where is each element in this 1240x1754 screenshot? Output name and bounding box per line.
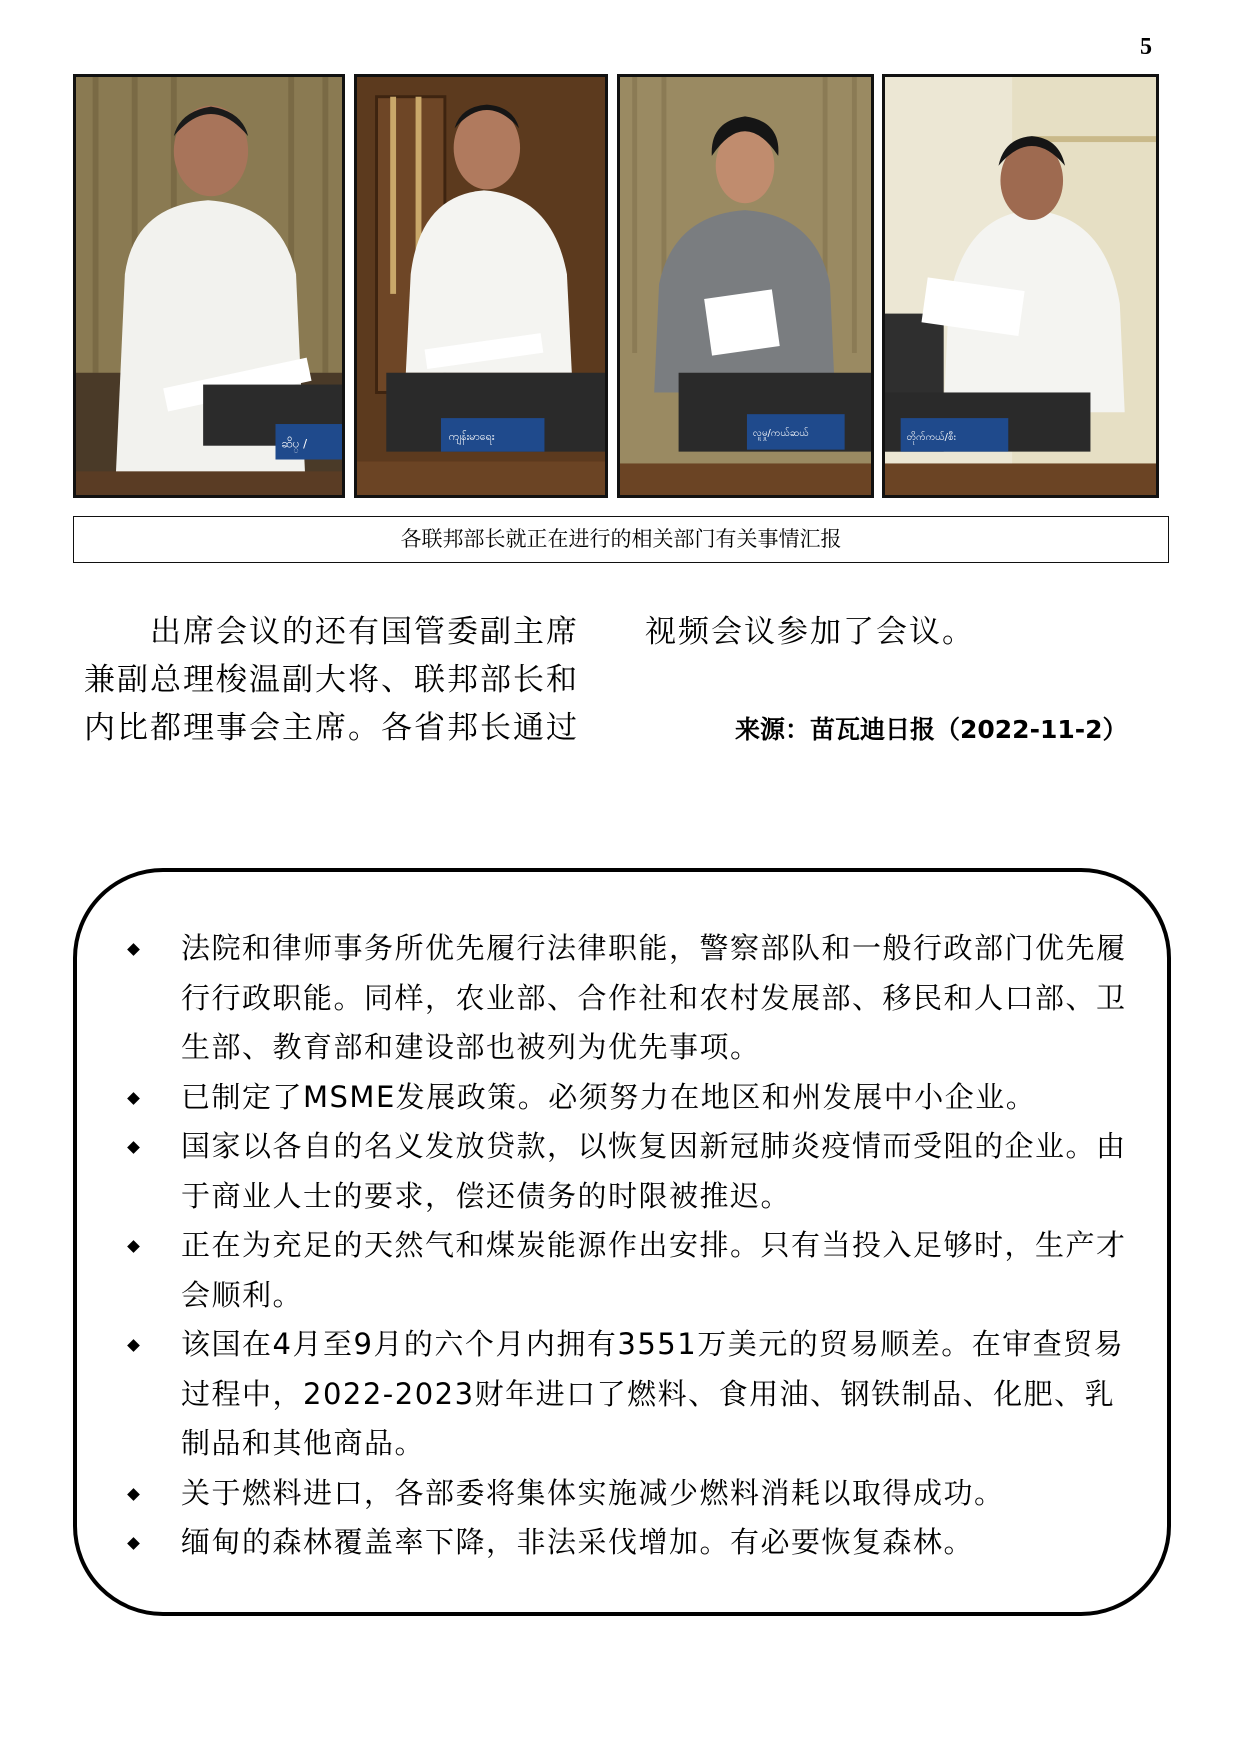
article-line: 内比都理事会主席。各省邦长通过 [84,710,579,746]
bullet-diamond-icon [127,1537,140,1550]
photo-minister-3 [617,74,874,498]
bullet-diamond-icon [127,943,140,956]
photo-minister-4 [882,74,1159,498]
bullet-diamond-icon [127,1141,140,1154]
page-number: 5 [1140,34,1152,60]
article-left-column [84,608,614,752]
article-source: 来源：苗瓦迪日报（2022-11-2） [735,715,1128,744]
article-line: 视频会议参加了会议。 [645,614,975,650]
nameplate-4: တိုက်ကယ်/စီး [906,431,956,443]
bullet-diamond-icon [127,1092,140,1105]
article-line: 出席会议的还有国管委副主席 [84,614,579,650]
photo-minister-1 [73,74,345,498]
nameplate-2: ကျန်းမာရေး [448,429,495,443]
nameplate-1: ဆိပ္ / [281,436,308,451]
nameplate-3: လူမှု/ကယ်ဆယ် [752,427,809,439]
photo-minister-2 [354,74,608,498]
bullet-diamond-icon [127,1339,140,1352]
summary-item: 正在为充足的天然气和煤炭能源作出安排。只有当投入足够时，生产才会顺利。 [117,1221,1127,1320]
summary-item: 国家以各自的名义发放贷款，以恢复因新冠肺炎疫情而受阻的企业。由于商业人士的要求，偿还债务的时限被推迟。 [117,1122,1127,1221]
bullet-diamond-icon [127,1488,140,1501]
summary-list [117,924,1127,1568]
summary-item: 该国在4月至9月的六个月内拥有3551万美元的贸易顺差。在审查贸易过程中，2022-2023财年进口了燃料、食用油、钢铁制品、化肥、乳制品和其他商品。 [117,1320,1127,1469]
summary-item: 法院和律师事务所优先履行法律职能，警察部队和一般行政部门优先履行行政职能。同样，农业部、合作社和农村发展部、移民和人口部、卫生部、教育部和建设部也被列为优先事项。 [117,924,1127,1073]
bullet-diamond-icon [127,1240,140,1253]
article-line: 兼副总理梭温副大将、联邦部长和 [84,662,579,698]
summary-box [73,868,1171,1616]
summary-item: 关于燃料进口，各部委将集体实施减少燃料消耗以取得成功。 [117,1469,1127,1519]
photo-caption: 各联邦部长就正在进行的相关部门有关事情汇报 [73,516,1169,563]
summary-item: 已制定了MSME发展政策。必须努力在地区和州发展中小企业。 [117,1073,1127,1123]
summary-item: 缅甸的森林覆盖率下降，非法采伐增加。有必要恢复森林。 [117,1518,1127,1568]
article-right-column [645,608,1165,656]
